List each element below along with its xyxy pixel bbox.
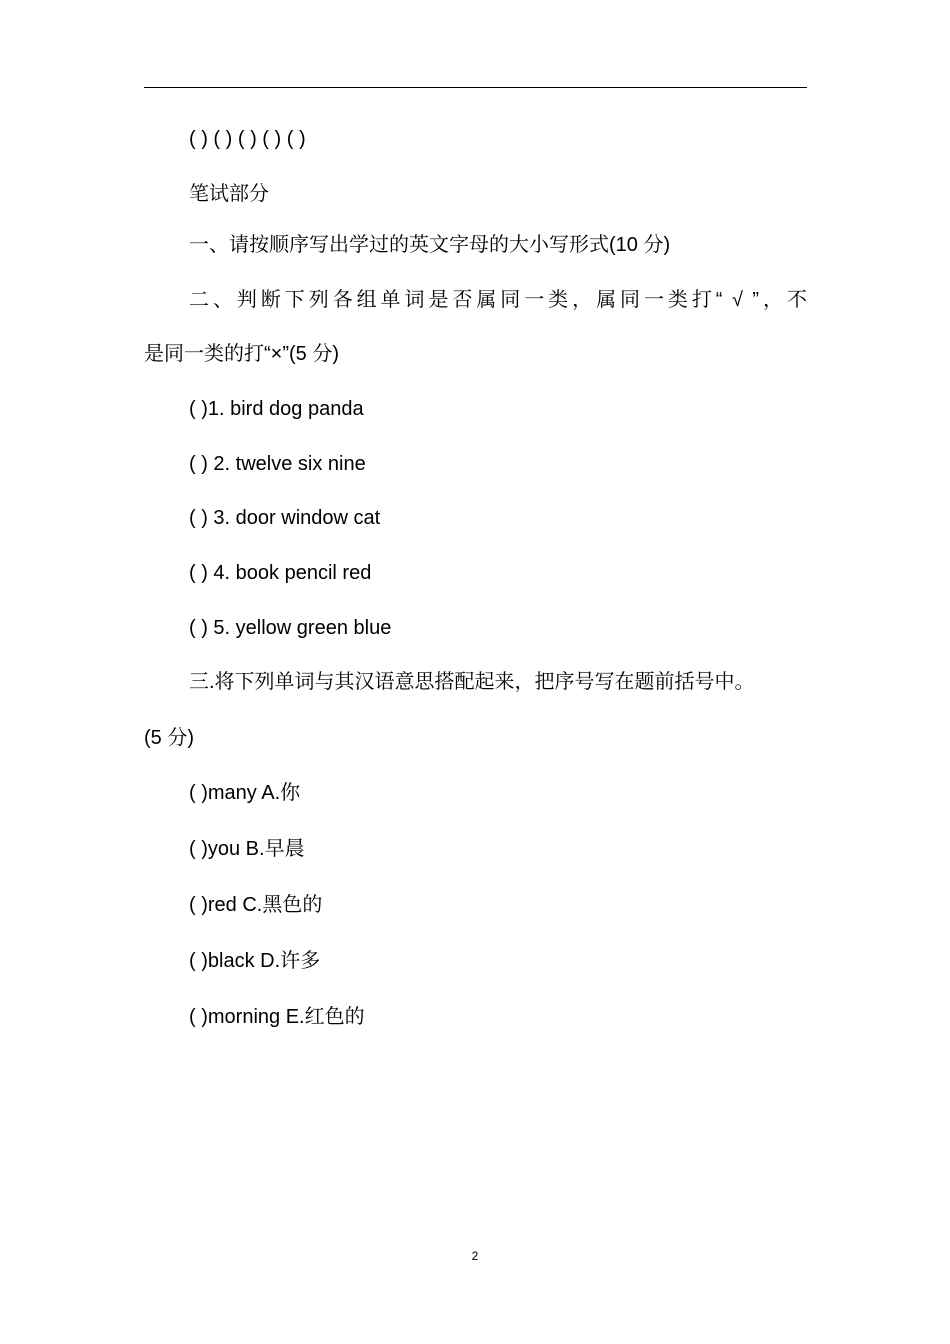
question-2-item-1: ( )1. bird dog panda [189,398,364,420]
question-3-item-2: ( )you B.早晨 [189,838,305,860]
question-3-item-3: ( )red C.黑色的 [189,894,323,916]
question-2-item-5: ( ) 5. yellow green blue [189,617,392,639]
question-3-heading-continued: (5 分) [144,727,194,749]
question-1-heading: 一、请按顺序写出学过的英文字母的大小写形式(10 分) [189,234,671,256]
page-number: 2 [471,1249,479,1263]
question-3-item-5: ( )morning E.红色的 [189,1006,365,1028]
question-2-item-2: ( ) 2. twelve six nine [189,453,366,475]
question-2-heading-continued: 是同一类的打“×”(5 分) [144,343,339,365]
question-2-item-3: ( ) 3. door window cat [189,507,381,529]
header-rule [144,87,807,88]
question-3-item-1: ( )many A.你 [189,782,301,804]
question-3-item-4: ( )black D.许多 [189,950,321,972]
question-2-heading: 二、判断下列各组单词是否属同一类，属同一类打“ √ ”，不 [189,289,807,311]
question-3-heading: 三.将下列单词与其汉语意思搭配起来，把序号写在题前括号中。 [189,671,755,693]
answer-brackets-line: ( ) ( ) ( ) ( ) ( ) [189,128,306,150]
section-title-written-part: 笔试部分 [189,183,269,205]
question-2-item-4: ( ) 4. book pencil red [189,562,372,584]
